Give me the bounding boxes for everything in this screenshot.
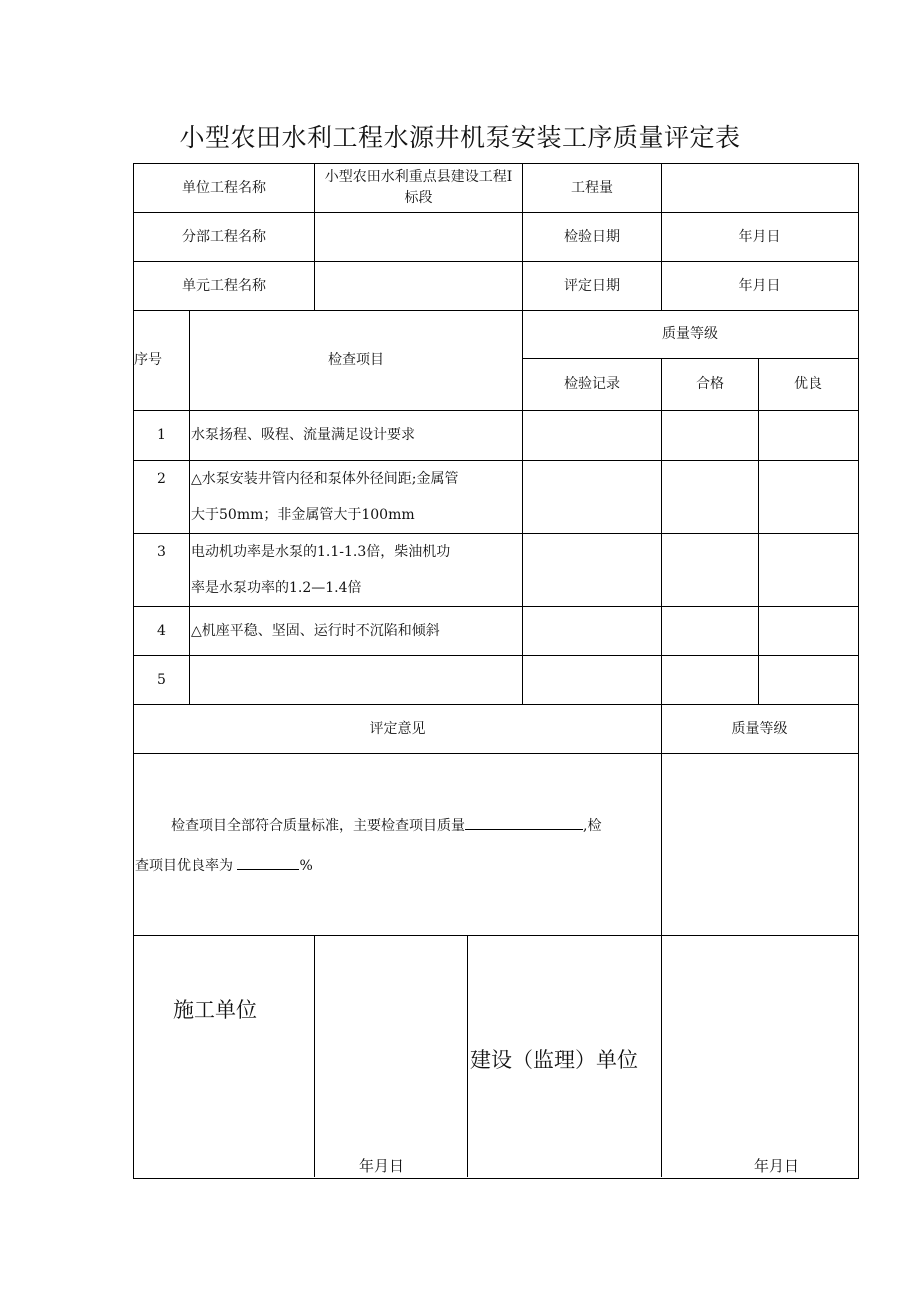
page-title: 小型农田水利工程水源井机泵安装工序质量评定表 xyxy=(179,123,741,152)
col-item-header: 检查项目 xyxy=(328,352,384,368)
evaluation-text-part1: 检查项目全部符合质量标准，主要检查项目质量 xyxy=(171,818,465,834)
unit-project-label: 单位工程名称 xyxy=(182,179,266,196)
supervision-unit-label: 建设（监理）单位 xyxy=(470,1048,638,1072)
item-text: △机座平稳、坚固、运行时不沉陷和倾斜 xyxy=(191,622,440,639)
col-divider xyxy=(661,935,662,1177)
evaluation-text xyxy=(135,806,660,886)
col-seq-header: 序号 xyxy=(134,352,162,368)
unit-project-value: 小型农田水利重点县建设工程Ⅰ标段 xyxy=(324,169,513,206)
construction-date: 年月日 xyxy=(359,1157,405,1175)
construction-unit-label: 施工单位 xyxy=(173,998,257,1022)
quantity-label: 工程量 xyxy=(571,179,613,196)
item-number: 3 xyxy=(157,544,166,560)
inspect-date-label: 检验日期 xyxy=(564,228,620,245)
element-project-value xyxy=(315,262,522,310)
evaluation-text-part2: ,检 xyxy=(583,818,602,834)
quantity-value xyxy=(662,164,857,212)
col-divider xyxy=(467,935,468,1177)
evaluation-text-part3: 查项目优良率为 xyxy=(135,858,233,874)
item-text: 水泵扬程、吸程、流量满足设计要求 xyxy=(191,427,415,443)
item-text: 电动机功率是水泵的1.1-1.3倍，柴油机功 xyxy=(191,543,451,560)
item-text: 大于50mm；非金属管大于100mm xyxy=(191,506,415,523)
item-text: △水泵安装井管内径和泵体外径间距;金属管 xyxy=(191,470,459,487)
col-divider xyxy=(661,358,662,705)
col-divider xyxy=(314,935,315,1177)
item-number: 5 xyxy=(157,671,166,688)
sub-project-value xyxy=(315,213,522,261)
item-number: 4 xyxy=(157,622,166,639)
item-number: 2 xyxy=(157,471,166,487)
inspect-date-value: 年月日 xyxy=(738,228,781,245)
supervision-date: 年月日 xyxy=(754,1157,800,1175)
col-record-header: 检验记录 xyxy=(564,376,620,392)
percent-sign: % xyxy=(299,858,313,874)
item-text: 率是水泵功率的1.2—1.4倍 xyxy=(191,579,362,596)
item-text xyxy=(191,656,521,704)
excellent-rate-blank[interactable] xyxy=(237,853,299,870)
col-excellent-header: 优良 xyxy=(794,376,822,392)
eval-date-label: 评定日期 xyxy=(564,277,620,294)
main-quality-blank[interactable] xyxy=(465,813,583,830)
evaluation-opinion-label: 评定意见 xyxy=(369,720,426,737)
element-project-label: 单元工程名称 xyxy=(182,277,266,294)
sub-project-label: 分部工程名称 xyxy=(182,228,266,245)
item-number: 1 xyxy=(157,427,166,443)
evaluation-grade-label: 质量等级 xyxy=(731,720,788,737)
col-quality-grade-header: 质量等级 xyxy=(662,326,718,342)
col-pass-header: 合格 xyxy=(696,376,724,392)
row-divider xyxy=(133,935,858,936)
col-divider xyxy=(758,358,759,705)
row-divider xyxy=(133,753,858,754)
eval-date-value: 年月日 xyxy=(738,277,781,294)
